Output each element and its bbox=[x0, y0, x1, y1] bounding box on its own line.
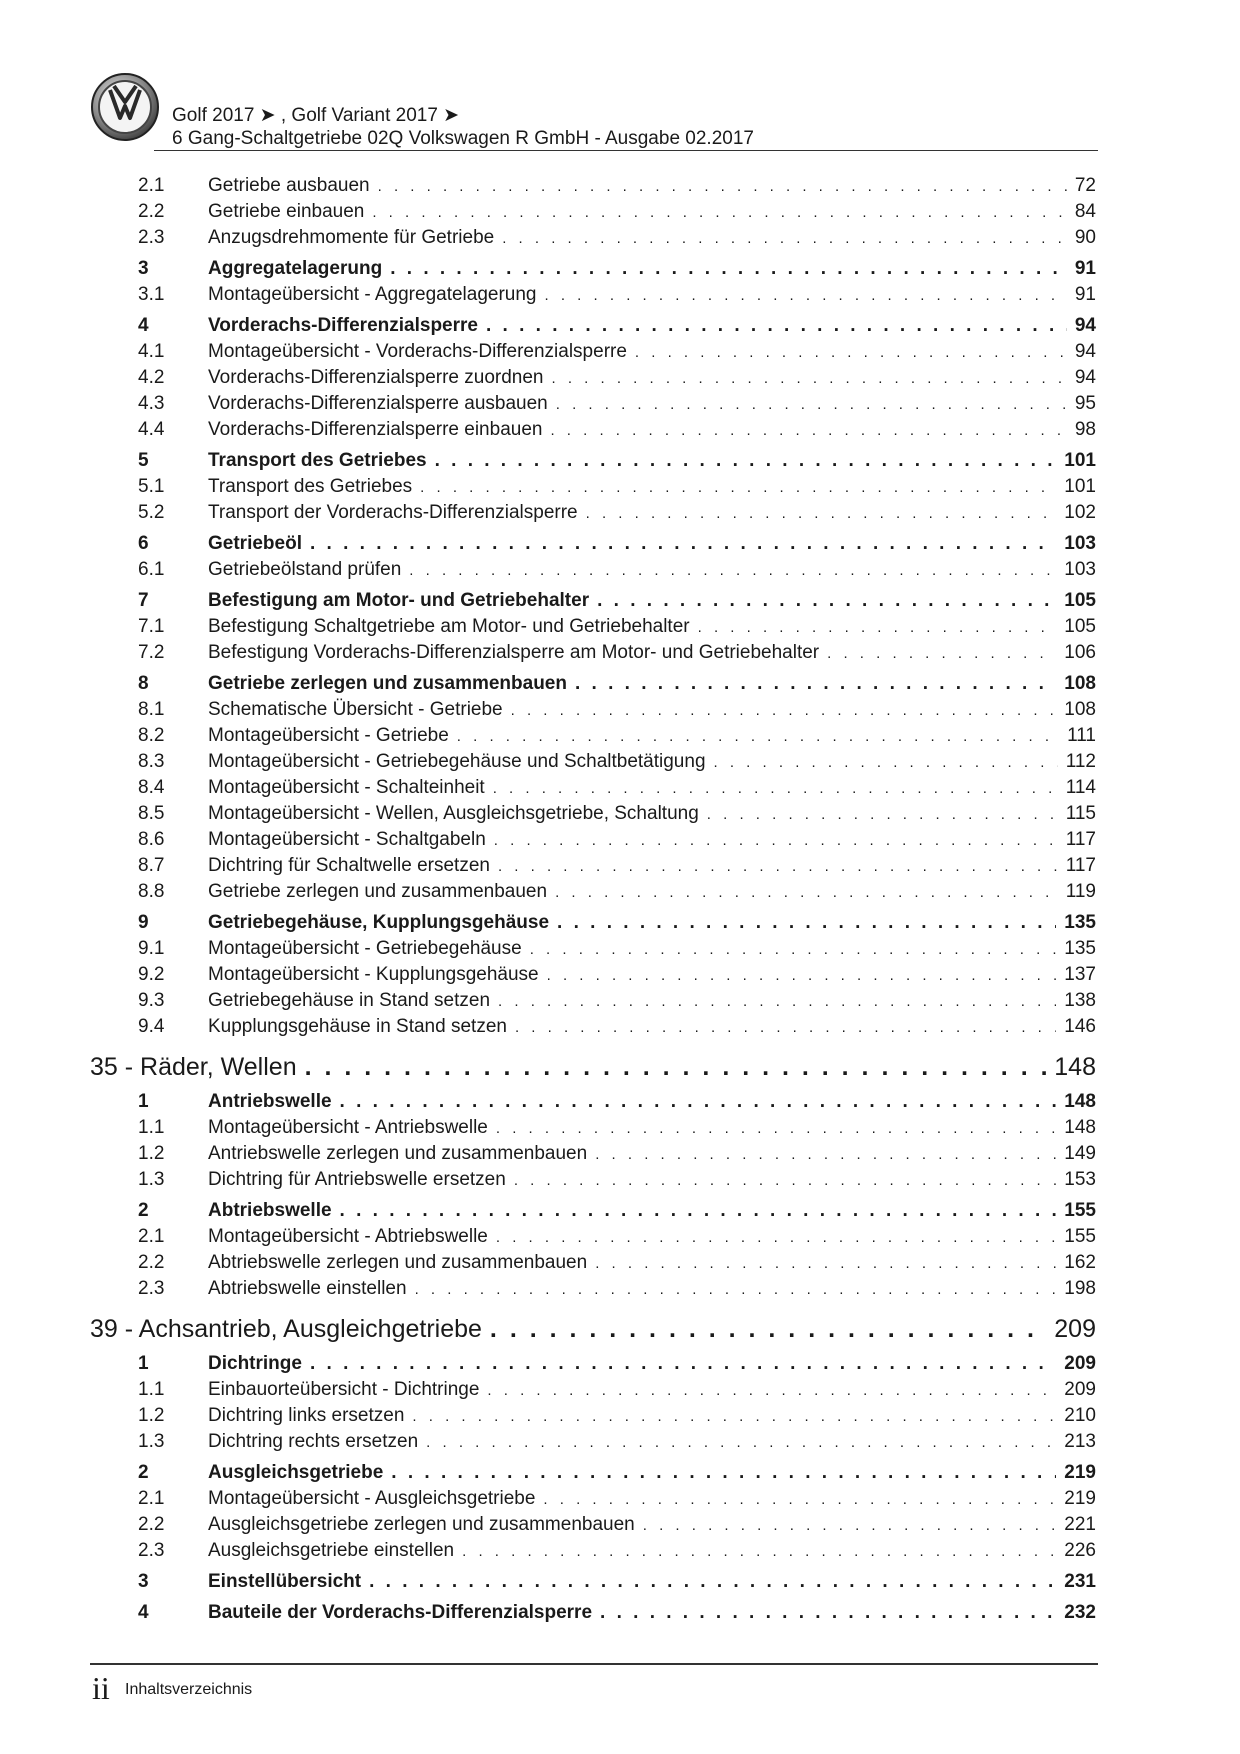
toc-number: 8.6 bbox=[138, 829, 165, 850]
toc-number: 1.2 bbox=[138, 1405, 165, 1426]
toc-page-number: 198 bbox=[1064, 1278, 1096, 1299]
toc-dot-leader bbox=[511, 698, 1057, 724]
toc-number: 4.4 bbox=[138, 419, 165, 440]
toc-number: 7.1 bbox=[138, 616, 165, 637]
toc-dot-leader bbox=[391, 1460, 1056, 1486]
toc-page-number: 94 bbox=[1074, 367, 1096, 388]
toc-title: Montageübersicht - Getriebe bbox=[208, 725, 449, 746]
toc-dot-leader bbox=[378, 174, 1067, 200]
toc-dot-leader bbox=[305, 1050, 1047, 1084]
toc-page-number: 209 bbox=[1054, 1315, 1096, 1343]
toc-title: 35 - Räder, Wellen bbox=[90, 1053, 297, 1081]
toc-dot-leader bbox=[494, 828, 1058, 854]
toc-number: 2.3 bbox=[138, 1278, 165, 1299]
toc-section[interactable] bbox=[138, 588, 1096, 614]
toc-subsection[interactable] bbox=[138, 879, 1096, 905]
toc-subsection[interactable] bbox=[138, 474, 1096, 500]
toc-number: 9 bbox=[138, 912, 149, 933]
toc-number: 2.1 bbox=[138, 1226, 165, 1247]
toc-page-number: 137 bbox=[1064, 964, 1096, 985]
toc-page-number: 135 bbox=[1064, 938, 1096, 959]
toc-dot-leader bbox=[412, 1404, 1056, 1430]
toc-page-number: 103 bbox=[1064, 559, 1096, 580]
toc-number: 3 bbox=[138, 258, 149, 279]
toc-subsection[interactable] bbox=[138, 339, 1096, 365]
toc-dot-leader bbox=[369, 1569, 1056, 1595]
toc-page-number: 84 bbox=[1074, 201, 1096, 222]
toc-dot-leader bbox=[714, 750, 1058, 776]
toc-section[interactable] bbox=[138, 256, 1096, 282]
toc-section[interactable] bbox=[138, 448, 1096, 474]
toc-page-number: 91 bbox=[1074, 284, 1096, 305]
toc-dot-leader bbox=[515, 1015, 1056, 1041]
toc-number: 2.2 bbox=[138, 1514, 165, 1535]
toc-title: Abtriebswelle einstellen bbox=[208, 1278, 407, 1299]
toc-subsection[interactable] bbox=[138, 697, 1096, 723]
toc-number: 5.1 bbox=[138, 476, 165, 497]
toc-page-number: 117 bbox=[1065, 829, 1096, 850]
toc-subsection[interactable] bbox=[138, 1141, 1096, 1167]
toc-subsection[interactable] bbox=[138, 1014, 1096, 1040]
toc-page-number: 153 bbox=[1064, 1169, 1096, 1190]
toc-page-number: 219 bbox=[1064, 1488, 1096, 1509]
toc-dot-leader bbox=[827, 641, 1056, 667]
toc-title: Befestigung Vorderachs-Differenzialsperre am Motor- und Getriebehalter bbox=[208, 642, 820, 663]
toc-dot-leader bbox=[595, 1251, 1056, 1277]
toc-title: Getriebeölstand prüfen bbox=[208, 559, 402, 580]
toc-title: Befestigung am Motor- und Getriebehalter bbox=[208, 590, 590, 611]
toc-page-number: 119 bbox=[1065, 881, 1096, 902]
toc-page-number: 155 bbox=[1064, 1226, 1096, 1247]
toc-page-number: 138 bbox=[1064, 990, 1096, 1011]
toc-title: Einstellübersicht bbox=[208, 1571, 362, 1592]
toc-subsection[interactable] bbox=[138, 199, 1096, 225]
toc-dot-leader bbox=[595, 1142, 1056, 1168]
toc-title: Montageübersicht - Abtriebswelle bbox=[208, 1226, 488, 1247]
toc-dot-leader bbox=[707, 802, 1058, 828]
toc-dot-leader bbox=[557, 910, 1056, 936]
toc-title: Montageübersicht - Aggregatelagerung bbox=[208, 284, 537, 305]
toc-page-number: 232 bbox=[1064, 1602, 1096, 1623]
toc-title: Ausgleichsgetriebe bbox=[208, 1462, 384, 1483]
toc-dot-leader bbox=[514, 1168, 1056, 1194]
toc-dot-leader bbox=[698, 615, 1057, 641]
toc-page-number: 105 bbox=[1064, 616, 1096, 637]
toc-section[interactable] bbox=[138, 1089, 1096, 1115]
toc-number: 1 bbox=[138, 1091, 149, 1112]
toc-subsection[interactable] bbox=[138, 1276, 1096, 1302]
toc-title: Transport des Getriebes bbox=[208, 450, 427, 471]
toc-page-number: 72 bbox=[1074, 175, 1096, 196]
toc-subsection[interactable] bbox=[138, 1403, 1096, 1429]
toc-dot-leader bbox=[340, 1198, 1057, 1224]
toc-section[interactable] bbox=[138, 313, 1096, 339]
table-of-contents bbox=[90, 173, 1096, 1626]
toc-page-number: 213 bbox=[1064, 1431, 1096, 1452]
toc-dot-leader bbox=[543, 1487, 1056, 1513]
toc-number: 8.5 bbox=[138, 803, 165, 824]
toc-subsection[interactable] bbox=[138, 614, 1096, 640]
toc-dot-leader bbox=[555, 880, 1058, 906]
toc-page-number: 209 bbox=[1064, 1353, 1096, 1374]
toc-title: Schematische Übersicht - Getriebe bbox=[208, 699, 503, 720]
toc-title: Montageübersicht - Schalteinheit bbox=[208, 777, 485, 798]
toc-subsection[interactable] bbox=[138, 775, 1096, 801]
toc-subsection[interactable] bbox=[138, 801, 1096, 827]
toc-section[interactable] bbox=[138, 1460, 1096, 1486]
toc-title: Montageübersicht - Wellen, Ausgleichsgetriebe, Schaltung bbox=[208, 803, 699, 824]
toc-subsection[interactable] bbox=[138, 557, 1096, 583]
toc-dot-leader bbox=[502, 226, 1067, 252]
page-header bbox=[90, 72, 1090, 152]
toc-dot-leader bbox=[643, 1513, 1057, 1539]
toc-number: 9.4 bbox=[138, 1016, 165, 1037]
toc-title: Dichtring für Antriebswelle ersetzen bbox=[208, 1169, 506, 1190]
toc-dot-leader bbox=[462, 1539, 1056, 1565]
toc-title: Dichtringe bbox=[208, 1353, 302, 1374]
toc-page-number: 98 bbox=[1074, 419, 1096, 440]
toc-dot-leader bbox=[457, 724, 1059, 750]
toc-title: Getriebe zerlegen und zusammenbauen bbox=[208, 673, 567, 694]
toc-title: 39 - Achsantrieb, Ausgleichgetriebe bbox=[90, 1315, 482, 1343]
toc-number: 9.3 bbox=[138, 990, 165, 1011]
toc-dot-leader bbox=[496, 1225, 1056, 1251]
toc-page-number: 221 bbox=[1064, 1514, 1096, 1535]
toc-page-number: 148 bbox=[1064, 1117, 1096, 1138]
toc-number: 2.3 bbox=[138, 227, 165, 248]
toc-title: Bauteile der Vorderachs-Differenzialsperre bbox=[208, 1602, 593, 1623]
toc-title: Getriebegehäuse in Stand setzen bbox=[208, 990, 491, 1011]
toc-page-number: 210 bbox=[1064, 1405, 1096, 1426]
toc-section[interactable] bbox=[138, 1569, 1096, 1595]
toc-dot-leader bbox=[310, 531, 1056, 557]
toc-page-number: 94 bbox=[1074, 315, 1096, 336]
toc-page-number: 114 bbox=[1065, 777, 1096, 798]
toc-subsection[interactable] bbox=[138, 1377, 1096, 1403]
toc-section[interactable] bbox=[138, 1600, 1096, 1626]
toc-title: Vorderachs-Differenzialsperre einbauen bbox=[208, 419, 543, 440]
toc-dot-leader bbox=[310, 1351, 1056, 1377]
toc-title: Transport der Vorderachs-Differenzialsperre bbox=[208, 502, 578, 523]
toc-title: Getriebe einbauen bbox=[208, 201, 365, 222]
toc-subsection[interactable] bbox=[138, 936, 1096, 962]
toc-dot-leader bbox=[415, 1277, 1057, 1303]
toc-title: Vorderachs-Differenzialsperre bbox=[208, 315, 478, 336]
toc-title: Montageübersicht - Schaltgabeln bbox=[208, 829, 486, 850]
toc-subsection[interactable] bbox=[138, 417, 1096, 443]
toc-subsection[interactable] bbox=[138, 365, 1096, 391]
toc-page-number: 148 bbox=[1054, 1053, 1096, 1081]
toc-number: 1.3 bbox=[138, 1169, 165, 1190]
toc-title: Montageübersicht - Vorderachs-Differenzialsperre bbox=[208, 341, 627, 362]
toc-dot-leader bbox=[635, 340, 1067, 366]
toc-subsection[interactable] bbox=[138, 173, 1096, 199]
toc-dot-leader bbox=[372, 200, 1067, 226]
header-divider bbox=[154, 150, 1098, 151]
header-subtitle: 6 Gang-Schaltgetriebe 02Q Volkswagen R GmbH - Ausgabe 02.2017 bbox=[172, 128, 754, 149]
toc-subsection[interactable] bbox=[138, 1115, 1096, 1141]
toc-subsection[interactable] bbox=[138, 1167, 1096, 1193]
toc-page-number: 115 bbox=[1065, 803, 1096, 824]
toc-subsection[interactable] bbox=[138, 225, 1096, 251]
toc-dot-leader bbox=[600, 1600, 1056, 1626]
toc-dot-leader bbox=[597, 588, 1056, 614]
toc-title: Abtriebswelle bbox=[208, 1200, 332, 1221]
toc-title: Einbauorteübersicht - Dichtringe bbox=[208, 1379, 480, 1400]
toc-title: Kupplungsgehäuse in Stand setzen bbox=[208, 1016, 507, 1037]
toc-page-number: 95 bbox=[1074, 393, 1096, 414]
toc-dot-leader bbox=[409, 558, 1056, 584]
toc-subsection[interactable] bbox=[138, 853, 1096, 879]
toc-title: Getriebe ausbauen bbox=[208, 175, 370, 196]
toc-number: 5.2 bbox=[138, 502, 165, 523]
toc-number: 3 bbox=[138, 1571, 149, 1592]
toc-dot-leader bbox=[487, 1378, 1056, 1404]
toc-number: 4.3 bbox=[138, 393, 165, 414]
toc-title: Montageübersicht - Ausgleichsgetriebe bbox=[208, 1488, 536, 1509]
toc-title: Befestigung Schaltgetriebe am Motor- und Getriebehalter bbox=[208, 616, 690, 637]
toc-subsection[interactable] bbox=[138, 1486, 1096, 1512]
toc-page-number: 102 bbox=[1064, 502, 1096, 523]
toc-number: 1.3 bbox=[138, 1431, 165, 1452]
toc-title: Abtriebswelle zerlegen und zusammenbauen bbox=[208, 1252, 588, 1273]
toc-chapter[interactable] bbox=[90, 1050, 1096, 1084]
vw-logo-icon bbox=[90, 72, 160, 142]
toc-page-number: 155 bbox=[1064, 1200, 1096, 1221]
toc-number: 8 bbox=[138, 673, 149, 694]
toc-page-number: 146 bbox=[1064, 1016, 1096, 1037]
toc-page-number: 112 bbox=[1065, 751, 1096, 772]
toc-title: Getriebe zerlegen und zusammenbauen bbox=[208, 881, 548, 902]
toc-title: Aggregatelagerung bbox=[208, 258, 383, 279]
toc-page-number: 209 bbox=[1064, 1379, 1096, 1400]
toc-dot-leader bbox=[340, 1089, 1057, 1115]
toc-page-number: 148 bbox=[1064, 1091, 1096, 1112]
toc-dot-leader bbox=[493, 776, 1058, 802]
toc-number: 2.2 bbox=[138, 1252, 165, 1273]
toc-dot-leader bbox=[496, 1116, 1056, 1142]
toc-title: Getriebegehäuse, Kupplungsgehäuse bbox=[208, 912, 550, 933]
toc-subsection[interactable] bbox=[138, 1250, 1096, 1276]
toc-subsection[interactable] bbox=[138, 723, 1096, 749]
toc-number: 2.1 bbox=[138, 1488, 165, 1509]
toc-number: 2.2 bbox=[138, 201, 165, 222]
toc-section[interactable] bbox=[138, 1198, 1096, 1224]
toc-page-number: 101 bbox=[1064, 450, 1096, 471]
header-title: Golf 2017 ➤ , Golf Variant 2017 ➤ bbox=[172, 105, 460, 126]
toc-page-number: 219 bbox=[1064, 1462, 1096, 1483]
toc-title: Montageübersicht - Antriebswelle bbox=[208, 1117, 488, 1138]
toc-page-number: 105 bbox=[1064, 590, 1096, 611]
toc-number: 2.3 bbox=[138, 1540, 165, 1561]
toc-number: 6 bbox=[138, 533, 149, 554]
toc-subsection[interactable] bbox=[138, 827, 1096, 853]
toc-title: Dichtring links ersetzen bbox=[208, 1405, 405, 1426]
toc-number: 8.4 bbox=[138, 777, 165, 798]
toc-number: 4.1 bbox=[138, 341, 165, 362]
toc-number: 4 bbox=[138, 1602, 149, 1623]
toc-dot-leader bbox=[426, 1430, 1056, 1456]
toc-number: 2.1 bbox=[138, 175, 165, 196]
toc-number: 9.2 bbox=[138, 964, 165, 985]
toc-page-number: 149 bbox=[1064, 1143, 1096, 1164]
toc-section[interactable] bbox=[138, 531, 1096, 557]
toc-number: 3.1 bbox=[138, 284, 165, 305]
toc-page-number: 108 bbox=[1064, 699, 1096, 720]
toc-subsection[interactable] bbox=[138, 391, 1096, 417]
toc-number: 4 bbox=[138, 315, 149, 336]
toc-number: 2 bbox=[138, 1200, 149, 1221]
toc-dot-leader bbox=[545, 283, 1067, 309]
toc-dot-leader bbox=[550, 418, 1066, 444]
toc-title: Ausgleichsgetriebe einstellen bbox=[208, 1540, 455, 1561]
toc-subsection[interactable] bbox=[138, 962, 1096, 988]
toc-section[interactable] bbox=[138, 671, 1096, 697]
toc-page-number: 103 bbox=[1064, 533, 1096, 554]
toc-title: Montageübersicht - Getriebegehäuse bbox=[208, 938, 522, 959]
toc-page-number: 231 bbox=[1064, 1571, 1096, 1592]
footer-divider bbox=[90, 1663, 1098, 1665]
toc-title: Antriebswelle bbox=[208, 1091, 332, 1112]
toc-number: 4.2 bbox=[138, 367, 165, 388]
toc-subsection[interactable] bbox=[138, 988, 1096, 1014]
toc-title: Montageübersicht - Kupplungsgehäuse bbox=[208, 964, 539, 985]
toc-title: Vorderachs-Differenzialsperre ausbauen bbox=[208, 393, 548, 414]
toc-title: Getriebeöl bbox=[208, 533, 302, 554]
toc-dot-leader bbox=[556, 392, 1067, 418]
toc-dot-leader bbox=[435, 448, 1057, 474]
toc-number: 1.1 bbox=[138, 1117, 165, 1138]
toc-dot-leader bbox=[390, 256, 1067, 282]
toc-page-number: 111 bbox=[1067, 725, 1096, 746]
toc-number: 2 bbox=[138, 1462, 149, 1483]
toc-number: 8.7 bbox=[138, 855, 165, 876]
toc-title: Ausgleichsgetriebe zerlegen und zusammenbauen bbox=[208, 1514, 635, 1535]
toc-dot-leader bbox=[530, 937, 1057, 963]
toc-subsection[interactable] bbox=[138, 1512, 1096, 1538]
toc-dot-leader bbox=[586, 501, 1057, 527]
toc-number: 8.3 bbox=[138, 751, 165, 772]
footer-label: Inhaltsverzeichnis bbox=[125, 1681, 253, 1698]
toc-subsection[interactable] bbox=[138, 1224, 1096, 1250]
toc-dot-leader bbox=[490, 1312, 1046, 1346]
toc-dot-leader bbox=[552, 366, 1067, 392]
toc-number: 9.1 bbox=[138, 938, 165, 959]
toc-page-number: 135 bbox=[1064, 912, 1096, 933]
toc-page-number: 90 bbox=[1074, 227, 1096, 248]
toc-page-number: 106 bbox=[1064, 642, 1096, 663]
toc-number: 8.2 bbox=[138, 725, 165, 746]
toc-number: 1 bbox=[138, 1353, 149, 1374]
toc-subsection[interactable] bbox=[138, 1538, 1096, 1564]
toc-title: Anzugsdrehmomente für Getriebe bbox=[208, 227, 495, 248]
toc-dot-leader bbox=[486, 313, 1067, 339]
toc-page-number: 226 bbox=[1064, 1540, 1096, 1561]
toc-number: 1.2 bbox=[138, 1143, 165, 1164]
toc-page-number: 101 bbox=[1064, 476, 1096, 497]
toc-number: 8.1 bbox=[138, 699, 165, 720]
toc-subsection[interactable] bbox=[138, 500, 1096, 526]
toc-number: 1.1 bbox=[138, 1379, 165, 1400]
toc-dot-leader bbox=[498, 854, 1058, 880]
toc-dot-leader bbox=[547, 963, 1057, 989]
toc-title: Dichtring rechts ersetzen bbox=[208, 1431, 419, 1452]
toc-title: Montageübersicht - Getriebegehäuse und Schaltbetätigung bbox=[208, 751, 706, 772]
toc-dot-leader bbox=[575, 671, 1056, 697]
toc-page-number: 162 bbox=[1064, 1252, 1096, 1273]
toc-section[interactable] bbox=[138, 1351, 1096, 1377]
toc-page-number: 91 bbox=[1074, 258, 1096, 279]
footer-page-number: ii bbox=[92, 1670, 110, 1706]
toc-page-number: 117 bbox=[1065, 855, 1096, 876]
toc-title: Transport des Getriebes bbox=[208, 476, 413, 497]
toc-title: Vorderachs-Differenzialsperre zuordnen bbox=[208, 367, 544, 388]
toc-subsection[interactable] bbox=[138, 1429, 1096, 1455]
toc-number: 7 bbox=[138, 590, 149, 611]
toc-subsection[interactable] bbox=[138, 749, 1096, 775]
toc-dot-leader bbox=[420, 475, 1056, 501]
toc-page-number: 94 bbox=[1074, 341, 1096, 362]
toc-dot-leader bbox=[498, 989, 1056, 1015]
toc-title: Antriebswelle zerlegen und zusammenbauen bbox=[208, 1143, 588, 1164]
toc-subsection[interactable] bbox=[138, 640, 1096, 666]
toc-chapter[interactable] bbox=[90, 1312, 1096, 1346]
toc-number: 6.1 bbox=[138, 559, 165, 580]
toc-subsection[interactable] bbox=[138, 282, 1096, 308]
toc-number: 8.8 bbox=[138, 881, 165, 902]
toc-number: 5 bbox=[138, 450, 149, 471]
toc-section[interactable] bbox=[138, 910, 1096, 936]
toc-number: 7.2 bbox=[138, 642, 165, 663]
toc-title: Dichtring für Schaltwelle ersetzen bbox=[208, 855, 490, 876]
toc-page-number: 108 bbox=[1064, 673, 1096, 694]
